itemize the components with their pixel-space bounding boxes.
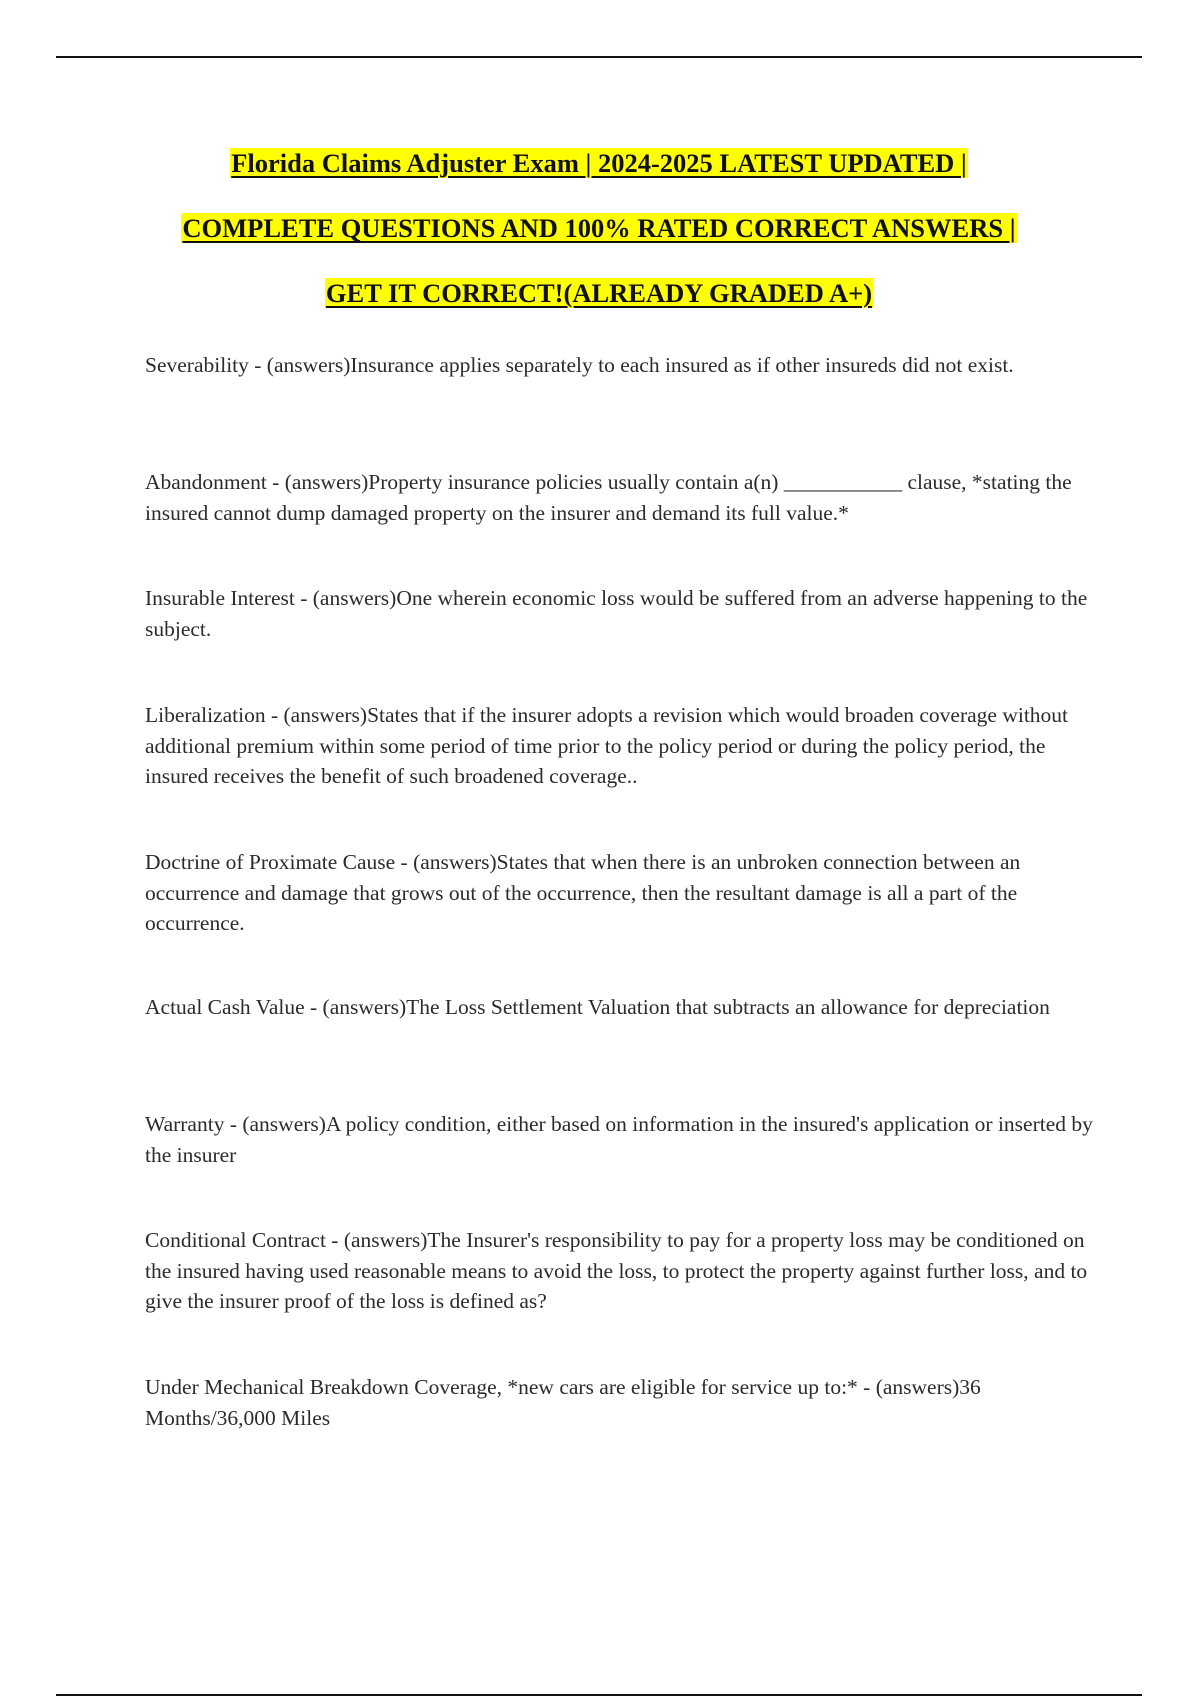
qa-entry-warranty: Warranty - (answers)A policy condition, either based on information in the insured's application or inserted by the insurer xyxy=(145,1112,1093,1167)
top-rule xyxy=(56,56,1142,58)
qa-entry-abandonment: Abandonment - (answers)Property insurance policies usually contain a(n) ___________ clause, *stating the insured cannot dump damaged property on the insurer and demand its full value.* xyxy=(145,470,1072,525)
document-title xyxy=(56,138,1142,333)
title-line-3-text: GET IT CORRECT!(ALREADY GRADED A+) xyxy=(325,278,873,308)
title-line-1 xyxy=(56,138,1142,203)
qa-entry-actual-cash-value: Actual Cash Value - (answers)The Loss Settlement Valuation that subtracts an allowance for depreciation xyxy=(145,995,1050,1019)
title-line-2-text: COMPLETE QUESTIONS AND 100% RATED CORRECT ANSWERS | xyxy=(182,213,1016,243)
qa-entry-proximate-cause: Doctrine of Proximate Cause - (answers)States that when there is an unbroken connection between an occurrence and damage that grows out of the occurrence, then the resultant damage is all a part of the occurrence. xyxy=(145,850,1021,935)
title-line-1-text: Florida Claims Adjuster Exam | 2024-2025 LATEST UPDATED | xyxy=(231,148,967,178)
title-line-3 xyxy=(56,268,1142,333)
title-line-2 xyxy=(56,203,1142,268)
qa-entry-liberalization: Liberalization - (answers)States that if the insurer adopts a revision which would broaden coverage without additional premium within some period of time prior to the policy period or during the policy period, the insured receives the benefit of such broadened coverage.. xyxy=(145,703,1069,788)
qa-entry-conditional-contract: Conditional Contract - (answers)The Insurer's responsibility to pay for a property loss may be conditioned on the insured having used reasonable means to avoid the loss, to protect the property against further loss, and to give the insurer proof of the loss is defined as? xyxy=(145,1228,1088,1313)
qa-entry-insurable-interest: Insurable Interest - (answers)One wherein economic loss would be suffered from an adverse happening to the subject. xyxy=(145,586,1088,641)
bottom-rule xyxy=(56,1694,1142,1696)
qa-entry-mechanical-breakdown: Under Mechanical Breakdown Coverage, *new cars are eligible for service up to:* - (answers)36 Months/36,000 Miles xyxy=(145,1375,981,1430)
qa-entry-severability: Severability - (answers)Insurance applies separately to each insured as if other insureds did not exist. xyxy=(145,353,1014,377)
